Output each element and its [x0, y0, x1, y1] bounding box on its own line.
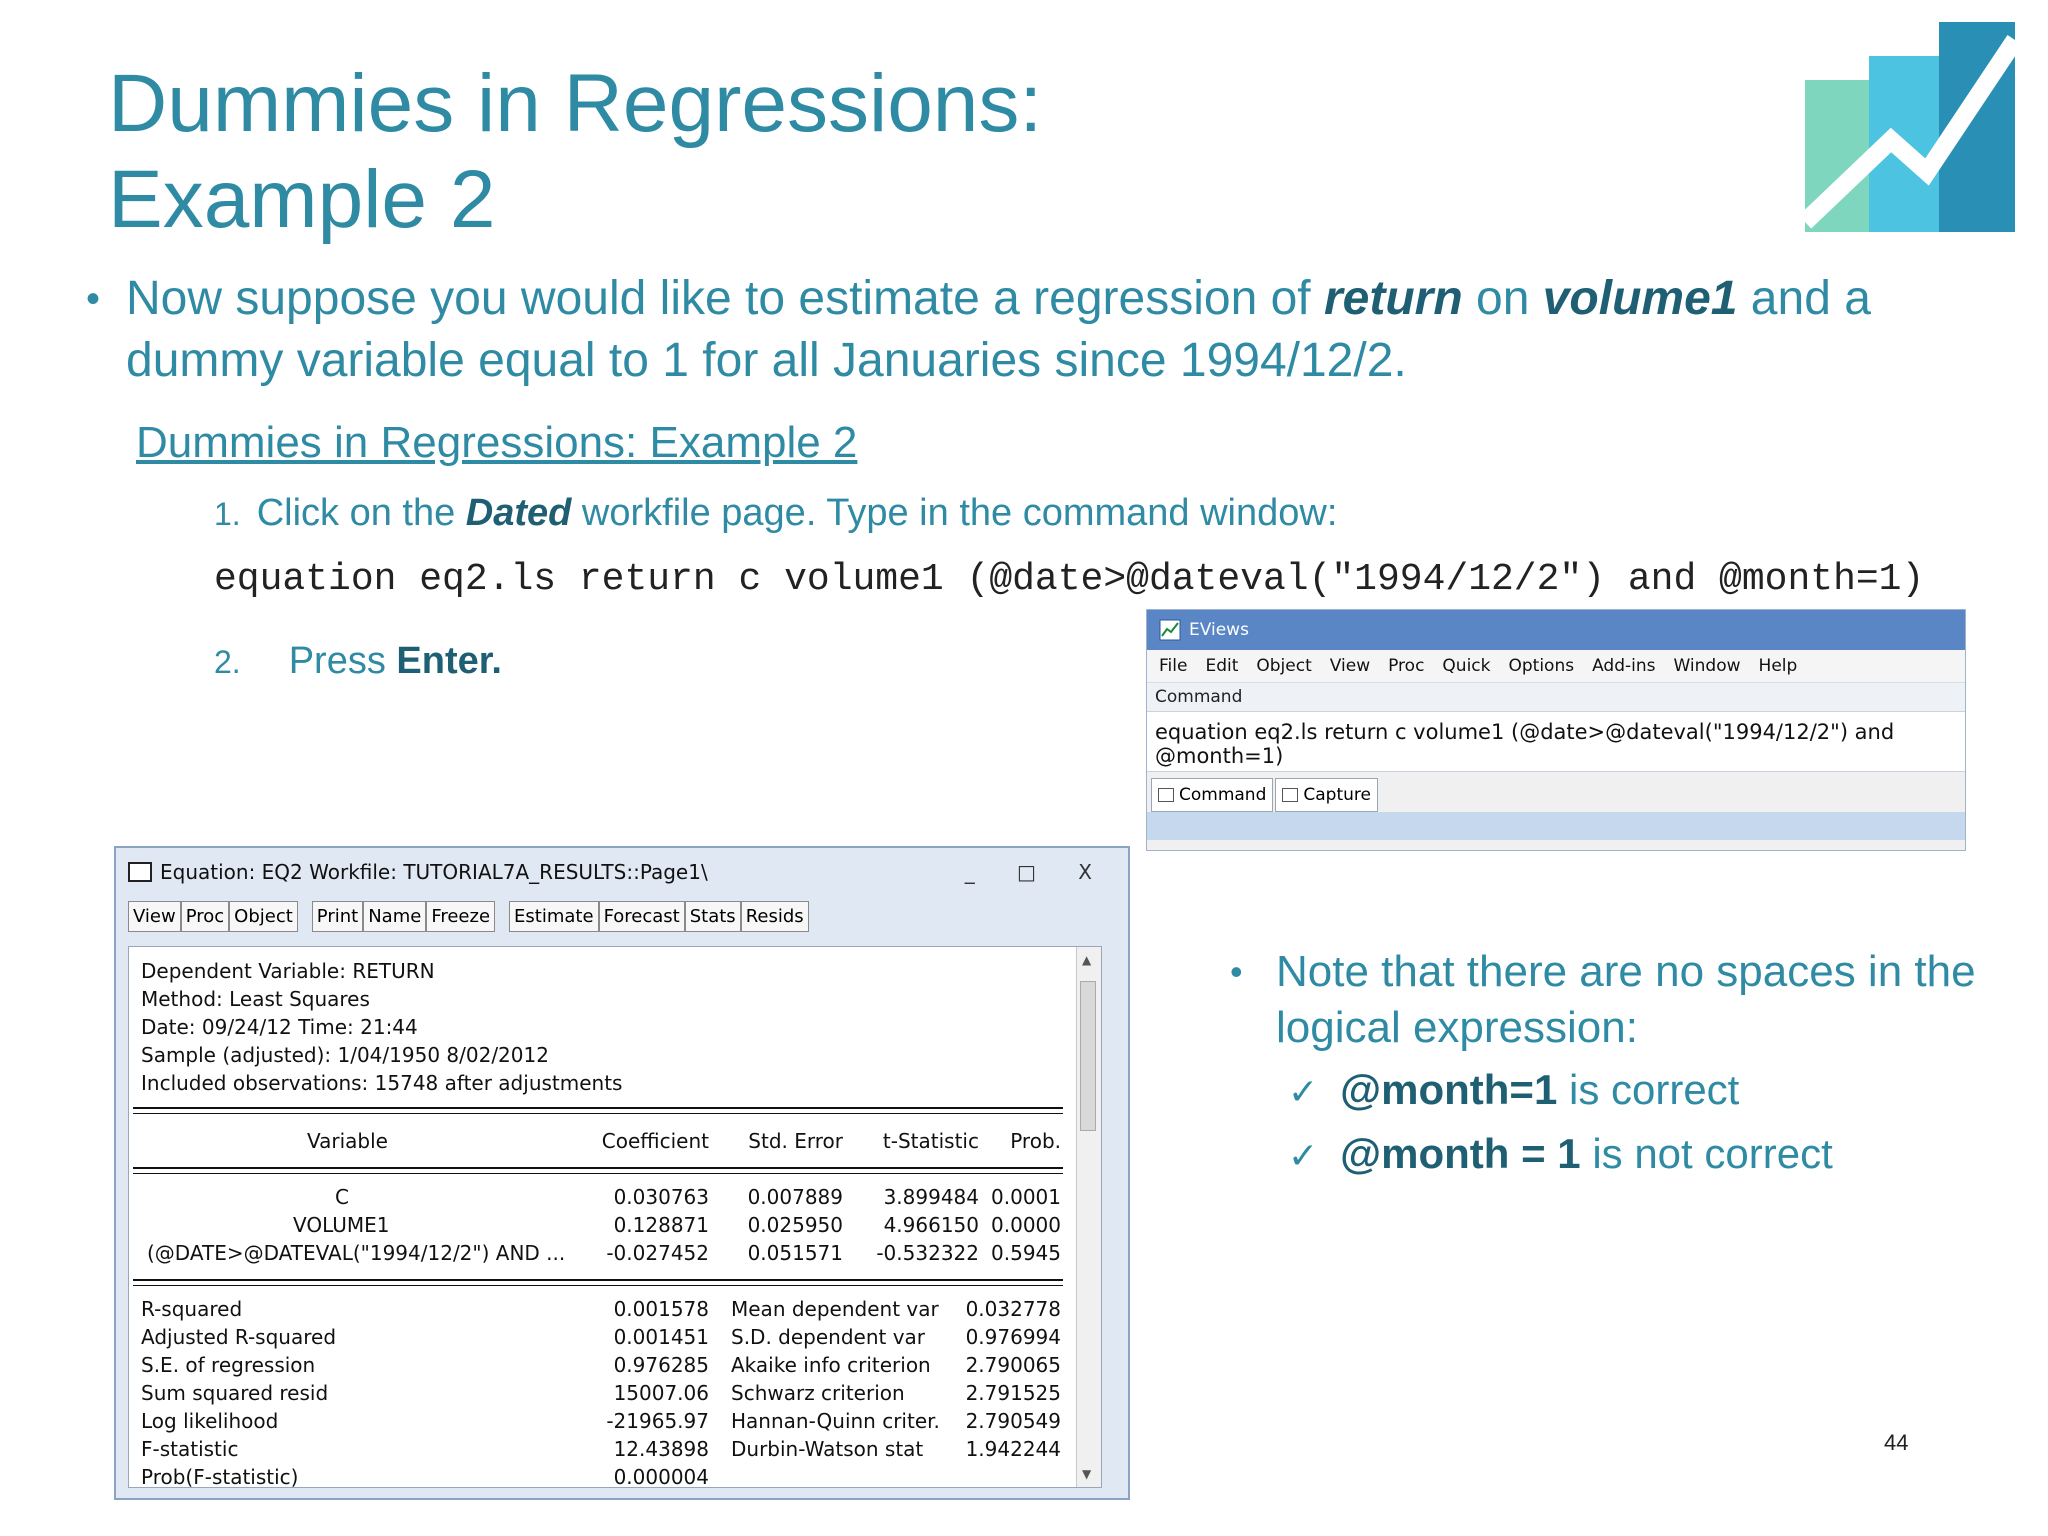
stat-value: 0.001451 [613, 1325, 709, 1349]
checkmark-icon: ✓ [1288, 1135, 1319, 1176]
view-button[interactable]: View [128, 901, 181, 932]
slide-title [108, 56, 1042, 248]
bullet-volume1-term: volume1 [1542, 272, 1738, 325]
menu-window[interactable]: Window [1673, 656, 1741, 676]
stat-value: 0.032778 [965, 1297, 1061, 1321]
bullet-text-post: and a dummy variable equal to 1 for all Januaries since 1994/12/2. [126, 272, 1871, 387]
example-link[interactable]: Dummies in Regressions: Example 2 [136, 418, 858, 467]
divider [133, 1113, 1063, 1114]
forecast-button[interactable]: Forecast [599, 901, 685, 932]
stat-label: Schwarz criterion [731, 1381, 905, 1405]
stat-value: 2.791525 [965, 1381, 1061, 1405]
object-button[interactable]: Object [229, 901, 298, 932]
info-date: Date: 09/24/12 Time: 21:44 [141, 1015, 418, 1039]
main-bullet-text [126, 268, 2016, 392]
table-row-c-prob: 0.0001 [991, 1185, 1061, 1209]
step-1 [214, 492, 1337, 535]
step-1-number: 1. [214, 496, 241, 532]
scrollbar-thumb[interactable] [1080, 981, 1096, 1131]
info-method: Method: Least Squares [141, 987, 370, 1011]
header-std-error: Std. Error [748, 1129, 843, 1153]
step-2-text-pre: Press [288, 640, 397, 682]
note-text: Note that there are no spaces in the logical expression: [1276, 947, 1976, 1052]
table-row-c-coefficient: 0.030763 [613, 1185, 709, 1209]
info-observations: Included observations: 15748 after adjustments [141, 1071, 623, 1095]
stat-label: Hannan-Quinn criter. [731, 1409, 940, 1433]
stat-value: 15007.06 [613, 1381, 709, 1405]
header-prob: Prob. [1010, 1129, 1061, 1153]
bullet-text-pre: Now suppose you would like to estimate a regression of [126, 272, 1324, 325]
command-code: equation eq2.ls return c volume1 (@date>@dateval("1994/12/2") and @month=1) [214, 558, 1925, 601]
bullet-return-term: return [1323, 272, 1463, 325]
stat-label: Log likelihood [141, 1409, 279, 1433]
step-1-text-post: workfile page. Type in the command window: [571, 492, 1338, 534]
bullet-dot: • [1230, 951, 1243, 992]
estimate-button[interactable]: Estimate [509, 901, 599, 932]
equation-window [114, 846, 1130, 1500]
tab-capture-label: Capture [1303, 785, 1371, 805]
tab-command-label: Command [1179, 785, 1267, 805]
table-row-volume1-std-error: 0.025950 [747, 1213, 843, 1237]
header-t-statistic: t-Statistic [882, 1129, 979, 1153]
divider [133, 1107, 1063, 1109]
header-variable: Variable [307, 1129, 388, 1153]
note-bullet [1230, 944, 1990, 1056]
table-row-dummy-std-error: 0.051571 [747, 1241, 843, 1265]
stat-label: R-squared [141, 1297, 243, 1321]
table-row-c-t-stat: 3.899484 [883, 1185, 979, 1209]
scroll-up-icon[interactable]: ▲ [1082, 953, 1092, 967]
stats-button[interactable]: Stats [685, 901, 741, 932]
command-tab-icon [1158, 788, 1174, 802]
menu-help[interactable]: Help [1758, 656, 1798, 676]
menu-edit[interactable]: Edit [1205, 656, 1239, 676]
info-dependent: Dependent Variable: RETURN [141, 959, 435, 983]
stat-label: Akaike info criterion [731, 1353, 931, 1377]
equation-titlebar [116, 848, 1128, 896]
equation-icon [128, 862, 152, 882]
check-item-correct [1288, 1066, 1739, 1114]
eviews-title: EViews [1189, 620, 1249, 640]
check-2-code: @month = 1 [1340, 1130, 1581, 1177]
tab-capture[interactable] [1275, 778, 1378, 812]
command-pane-label: Command [1147, 682, 1965, 711]
main-bullet [86, 268, 2016, 392]
stat-label: Mean dependent var [731, 1297, 939, 1321]
stat-label: S.D. dependent var [731, 1325, 926, 1349]
vertical-scrollbar[interactable] [1076, 947, 1101, 1487]
eviews-app-icon [1159, 619, 1181, 641]
step-2-enter-term: Enter. [396, 640, 502, 682]
tab-command[interactable] [1151, 778, 1273, 812]
table-row-dummy-variable: (@DATE>@DATEVAL("1994/12/2") AND ... [147, 1241, 566, 1265]
step-1-text-pre: Click on the [256, 492, 466, 534]
stat-value: 0.000004 [613, 1465, 709, 1488]
stat-label: Durbin-Watson stat [731, 1437, 924, 1461]
header-coefficient: Coefficient [601, 1129, 709, 1153]
bullet-dot: • [86, 277, 101, 321]
eviews-titlebar [1147, 610, 1965, 650]
divider [133, 1173, 1063, 1174]
capture-tab-icon [1282, 788, 1298, 802]
stat-value: 1.942244 [965, 1437, 1061, 1461]
table-row-volume1-coefficient: 0.128871 [613, 1213, 709, 1237]
stat-value: 12.43898 [613, 1437, 709, 1461]
stat-value: 0.976994 [965, 1325, 1061, 1349]
stat-label: Adjusted R-squared [141, 1325, 337, 1349]
equation-title: Equation: EQ2 Workfile: TUTORIAL7A_RESULTS::Page1\ [160, 860, 708, 884]
equation-output [128, 946, 1102, 1488]
name-button[interactable]: Name [363, 901, 426, 932]
window-controls[interactable]: _ □ X [964, 860, 1110, 884]
table-row-volume1-t-stat: 4.966150 [883, 1213, 979, 1237]
stat-label: F-statistic [141, 1437, 239, 1461]
menu-proc[interactable]: Proc [1388, 656, 1425, 676]
menu-view[interactable]: View [1329, 656, 1371, 676]
divider [133, 1279, 1063, 1281]
step-2 [214, 640, 502, 683]
proc-button[interactable]: Proc [181, 901, 229, 932]
table-row-volume1-variable: VOLUME1 [293, 1213, 390, 1237]
scroll-down-icon[interactable]: ▼ [1082, 1467, 1092, 1481]
info-sample: Sample (adjusted): 1/04/1950 8/02/2012 [141, 1043, 549, 1067]
menu-file[interactable]: File [1159, 656, 1188, 676]
menu-object[interactable]: Object [1256, 656, 1312, 676]
eviews-tabbar [1147, 771, 1965, 812]
menu-options[interactable]: Options [1508, 656, 1575, 676]
table-row-dummy-t-stat: -0.532322 [876, 1241, 979, 1265]
stat-label: Prob(F-statistic) [141, 1465, 299, 1488]
freeze-button[interactable]: Freeze [426, 901, 495, 932]
check-1-code: @month=1 [1340, 1066, 1558, 1113]
stat-label: S.E. of regression [141, 1353, 316, 1377]
menu-add-ins[interactable]: Add-ins [1592, 656, 1656, 676]
title-line-2: Example 2 [108, 154, 496, 245]
stat-label: Sum squared resid [141, 1381, 329, 1405]
bullet-text-on: on [1462, 272, 1543, 325]
equation-toolbar [116, 896, 1128, 936]
stat-value: -21965.97 [606, 1409, 709, 1433]
step-1-dated-term: Dated [465, 492, 572, 534]
eviews-workspace [1147, 812, 1965, 840]
page-number: 44 [1884, 1430, 1909, 1455]
table-row-dummy-prob: 0.5945 [991, 1241, 1061, 1265]
menu-quick[interactable]: Quick [1442, 656, 1491, 676]
stat-value: 2.790549 [965, 1409, 1061, 1433]
command-input[interactable]: equation eq2.ls return c volume1 (@date>@dateval("1994/12/2") and @month=1) [1147, 711, 1965, 771]
table-row-c-std-error: 0.007889 [747, 1185, 843, 1209]
chart-logo-icon [1805, 22, 2015, 232]
table-row-c-variable: C [335, 1185, 349, 1209]
check-2-text: is not correct [1580, 1130, 1833, 1177]
divider [133, 1285, 1063, 1286]
check-1-text: is correct [1557, 1066, 1740, 1113]
stat-value: 0.976285 [613, 1353, 709, 1377]
resids-button[interactable]: Resids [741, 901, 809, 932]
title-line-1: Dummies in Regressions: [108, 58, 1043, 149]
divider [133, 1167, 1063, 1169]
eviews-menubar [1147, 650, 1965, 682]
check-item-incorrect [1288, 1130, 1833, 1178]
checkmark-icon: ✓ [1288, 1071, 1319, 1112]
eviews-window [1146, 609, 1966, 851]
stat-value: 2.790065 [965, 1353, 1061, 1377]
stat-value: 0.001578 [613, 1297, 709, 1321]
step-2-number: 2. [214, 644, 241, 680]
print-button[interactable]: Print [312, 901, 363, 932]
table-row-volume1-prob: 0.0000 [991, 1213, 1061, 1237]
table-row-dummy-coefficient: -0.027452 [606, 1241, 709, 1265]
